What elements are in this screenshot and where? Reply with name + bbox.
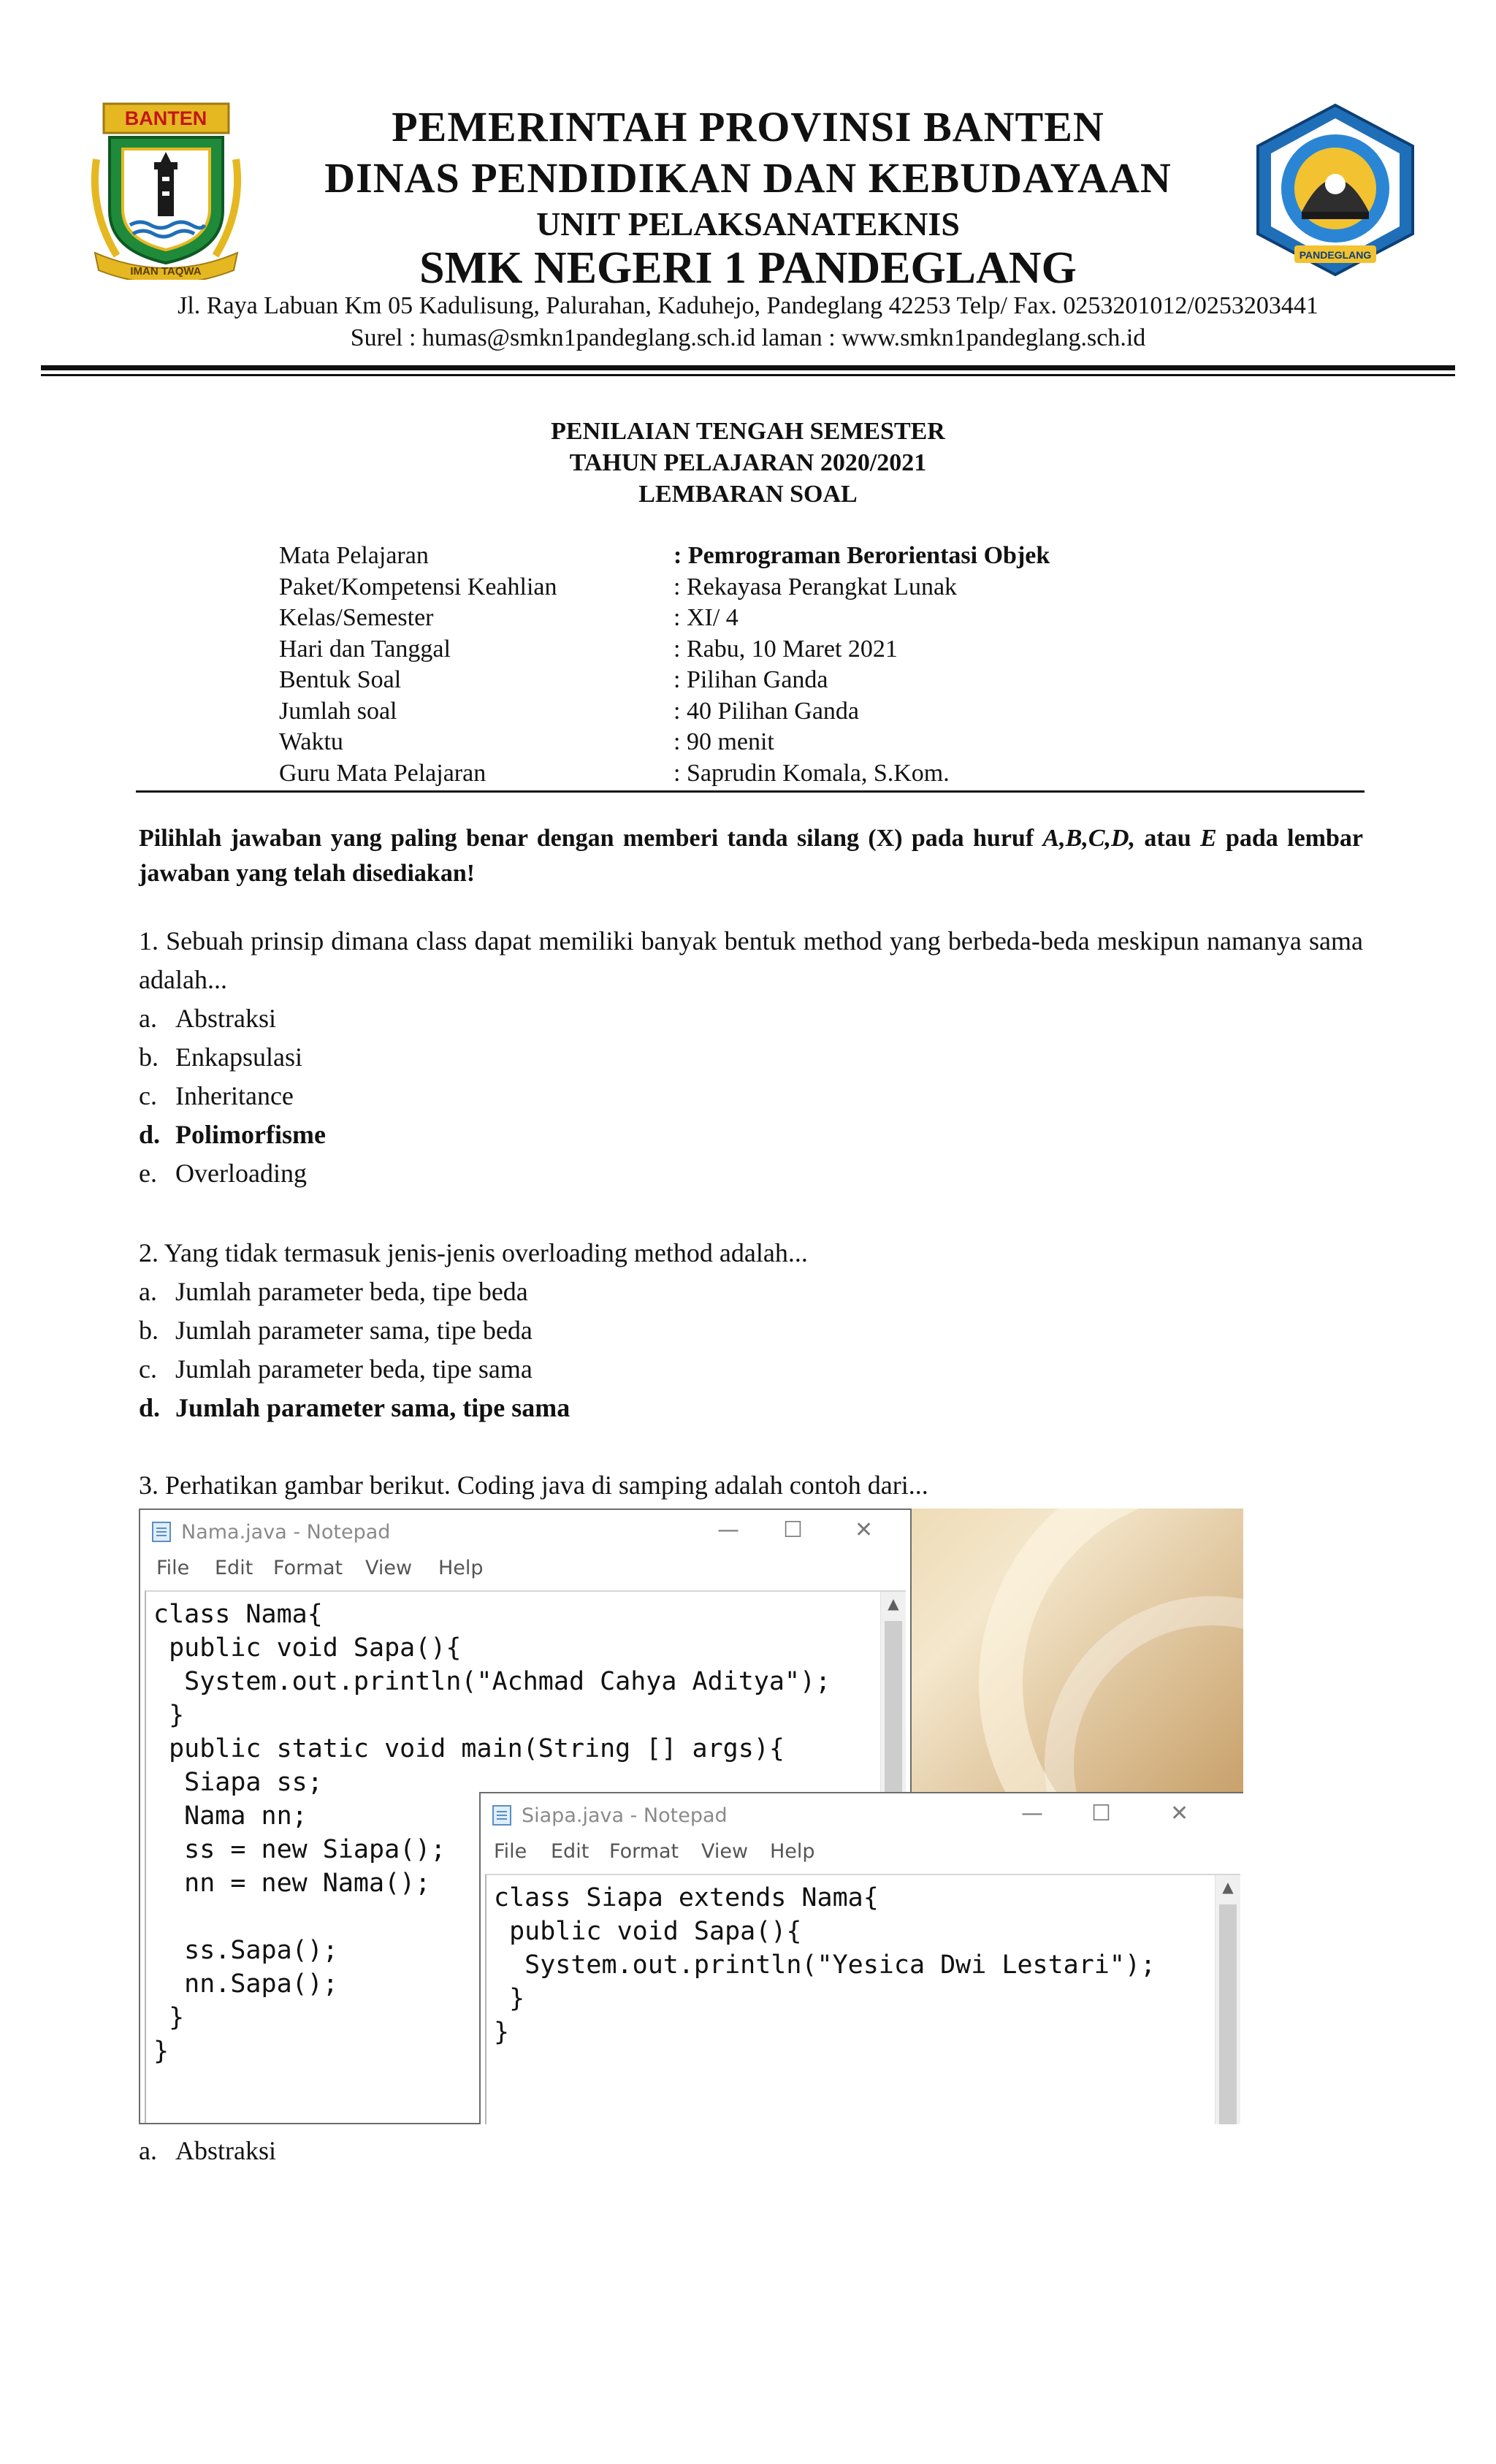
menu-bar (140, 1552, 910, 1586)
info-value: : Saprudin Komala, S.Kom. (673, 759, 950, 787)
code-text: class Siapa extends Nama{ public void Sapa(){ System.out.println("Yesica Dwi Lestari"); } } (494, 1883, 1156, 2047)
letterhead-divider-thin (41, 374, 1455, 376)
menu-format[interactable]: Format (273, 1557, 343, 1579)
vertical-scrollbar[interactable] (1215, 1875, 1240, 2124)
department-title: DINAS PENDIDIKAN DAN KEBUDAYAAN (324, 154, 1172, 202)
info-value: : Pilihan Ganda (673, 666, 828, 693)
close-icon[interactable]: ✕ (855, 1517, 874, 1543)
option-text: Overloading (175, 1159, 307, 1188)
option-text: Abstraksi (175, 1004, 276, 1033)
option-d-correct (139, 1389, 1363, 1427)
notepad-icon (152, 1522, 171, 1542)
text-editor[interactable] (485, 1874, 1240, 2124)
question-3-options (139, 2132, 1363, 2170)
info-value: : 40 Pilihan Ganda (673, 697, 860, 725)
instructions-text: atau (1135, 825, 1200, 852)
option-text: Inheritance (175, 1081, 294, 1110)
option-letter: c. (139, 1081, 157, 1110)
info-label: Mata Pelajaran (279, 542, 429, 569)
scroll-up-icon[interactable]: ▲ (888, 1595, 899, 1612)
info-label: Jumlah soal (279, 697, 397, 725)
option-letter: d. (139, 1393, 161, 1422)
question-3 (139, 1466, 1363, 1505)
menu-view[interactable]: View (365, 1557, 413, 1579)
instructions-text: pada lembar jawaban yang telah disediakan! (139, 825, 1363, 887)
option-text: Enkapsulasi (175, 1042, 302, 1072)
window-titlebar (481, 1793, 1243, 1836)
question-text: 2. Yang tidak termasuk jenis-jenis overloading method adalah... (139, 1238, 808, 1267)
option-text: Jumlah parameter sama, tipe sama (175, 1393, 570, 1422)
option-text: Abstraksi (175, 2136, 276, 2165)
school-contact: Surel : humas@smkn1pandeglang.sch.id laman : www.smkn1pandeglang.sch.id (350, 324, 1146, 351)
letterhead-divider-thick (41, 365, 1455, 370)
window-title: Nama.java - Notepad (181, 1521, 391, 1544)
notepad-window-siapa (479, 1792, 1243, 2124)
info-value: : Rekayasa Perangkat Lunak (673, 573, 958, 600)
info-value: : XI/ 4 (673, 604, 739, 631)
school-address: Jl. Raya Labuan Km 05 Kadulisung, Palurahan, Kaduhejo, Pandeglang 42253 Telp/ Fax. 0253201012/0253203441 (178, 292, 1318, 319)
instructions (139, 821, 1363, 891)
question-1 (139, 922, 1363, 1193)
info-label: Paket/Kompetensi Keahlian (279, 573, 557, 600)
answer-letters: A,B,C,D, (1042, 825, 1136, 852)
window-titlebar (140, 1510, 910, 1552)
logo-left-banner-text: BANTEN (124, 107, 207, 129)
info-label: Waktu (279, 728, 343, 755)
academic-year: TAHUN PELAJARAN 2020/2021 (569, 449, 927, 476)
menu-help[interactable]: Help (770, 1840, 815, 1863)
info-value: : 90 menit (673, 728, 774, 755)
option-letter: b. (139, 1042, 159, 1072)
sheet-title: LEMBARAN SOAL (638, 481, 858, 508)
option-c (139, 1350, 1363, 1389)
option-c (139, 1077, 1363, 1115)
menu-format[interactable]: Format (609, 1840, 679, 1863)
question-text: 1. Sebuah prinsip dimana class dapat memiliki banyak bentuk method yang berbeda-beda meskipun namanya sama adalah... (139, 926, 1363, 994)
unit-title: UNIT PELAKSANATEKNIS (536, 205, 960, 243)
answer-letter-e: E (1199, 825, 1217, 852)
info-value: : Rabu, 10 Maret 2021 (673, 635, 898, 663)
option-letter: e. (139, 1159, 157, 1188)
menu-bar (481, 1836, 1243, 1869)
option-letter: d. (139, 1120, 161, 1149)
option-a (139, 999, 1363, 1038)
option-text: Polimorfisme (175, 1120, 326, 1149)
option-d-correct (139, 1115, 1363, 1154)
menu-file[interactable]: File (494, 1840, 527, 1863)
option-text: Jumlah parameter sama, tipe beda (175, 1316, 533, 1345)
option-letter: a. (139, 1004, 157, 1033)
option-a (139, 2132, 1363, 2170)
question-text: 3. Perhatikan gambar berikut. Coding java di samping adalah contoh dari... (139, 1471, 928, 1500)
minimize-icon[interactable]: — (717, 1517, 739, 1543)
info-label: Bentuk Soal (279, 666, 402, 693)
option-letter: b. (139, 1316, 159, 1345)
menu-edit[interactable]: Edit (551, 1840, 589, 1863)
info-table-divider (136, 790, 1365, 793)
menu-edit[interactable]: Edit (215, 1557, 253, 1579)
option-b (139, 1311, 1363, 1350)
menu-help[interactable]: Help (438, 1557, 484, 1579)
option-letter: a. (139, 2136, 157, 2165)
menu-view[interactable]: View (701, 1840, 749, 1863)
option-b (139, 1038, 1363, 1077)
info-label: Hari dan Tanggal (279, 635, 451, 663)
window-title: Siapa.java - Notepad (522, 1804, 728, 1827)
exam-title: PENILAIAN TENGAH SEMESTER (551, 418, 945, 445)
scroll-up-icon[interactable]: ▲ (1222, 1878, 1234, 1896)
minimize-icon[interactable]: — (1021, 1801, 1043, 1826)
notepad-icon (492, 1805, 511, 1826)
info-label: Kelas/Semester (279, 604, 434, 631)
menu-file[interactable]: File (156, 1557, 190, 1579)
info-label: Guru Mata Pelajaran (279, 759, 486, 787)
instructions-text: Pilihlah jawaban yang paling benar dengan memberi tanda silang (X) pada huruf (139, 825, 1043, 852)
govt-title: PEMERINTAH PROVINSI BANTEN (392, 103, 1104, 150)
logo-right-text: PANDEGLANG (1299, 249, 1372, 261)
maximize-icon[interactable]: ☐ (1091, 1801, 1111, 1826)
code-text: class Nama{ public void Sapa(){ System.out.println("Achmad Cahya Aditya"); } public static void main(String [] args){ Siapa ss; Nama nn; ss = new Siapa(); nn = new Nama(); ss.Sapa(); nn.Sapa(); } } (153, 1600, 831, 2066)
info-value: : Pemrograman Berorientasi Objek (673, 542, 1050, 569)
option-letter: a. (139, 1277, 157, 1306)
scroll-thumb[interactable] (1219, 1904, 1237, 2124)
close-icon[interactable]: ✕ (1170, 1801, 1189, 1826)
maximize-icon[interactable]: ☐ (783, 1517, 803, 1543)
logo-left-ribbon-text: IMAN TAQWA (130, 265, 202, 278)
school-name: SMK NEGERI 1 PANDEGLANG (419, 243, 1077, 293)
question-2 (139, 1234, 1363, 1427)
option-letter: c. (139, 1354, 157, 1384)
option-text: Jumlah parameter beda, tipe beda (175, 1277, 528, 1306)
option-e (139, 1154, 1363, 1193)
option-a (139, 1273, 1363, 1311)
option-text: Jumlah parameter beda, tipe sama (175, 1354, 533, 1384)
code-screenshot (139, 1508, 1243, 2124)
